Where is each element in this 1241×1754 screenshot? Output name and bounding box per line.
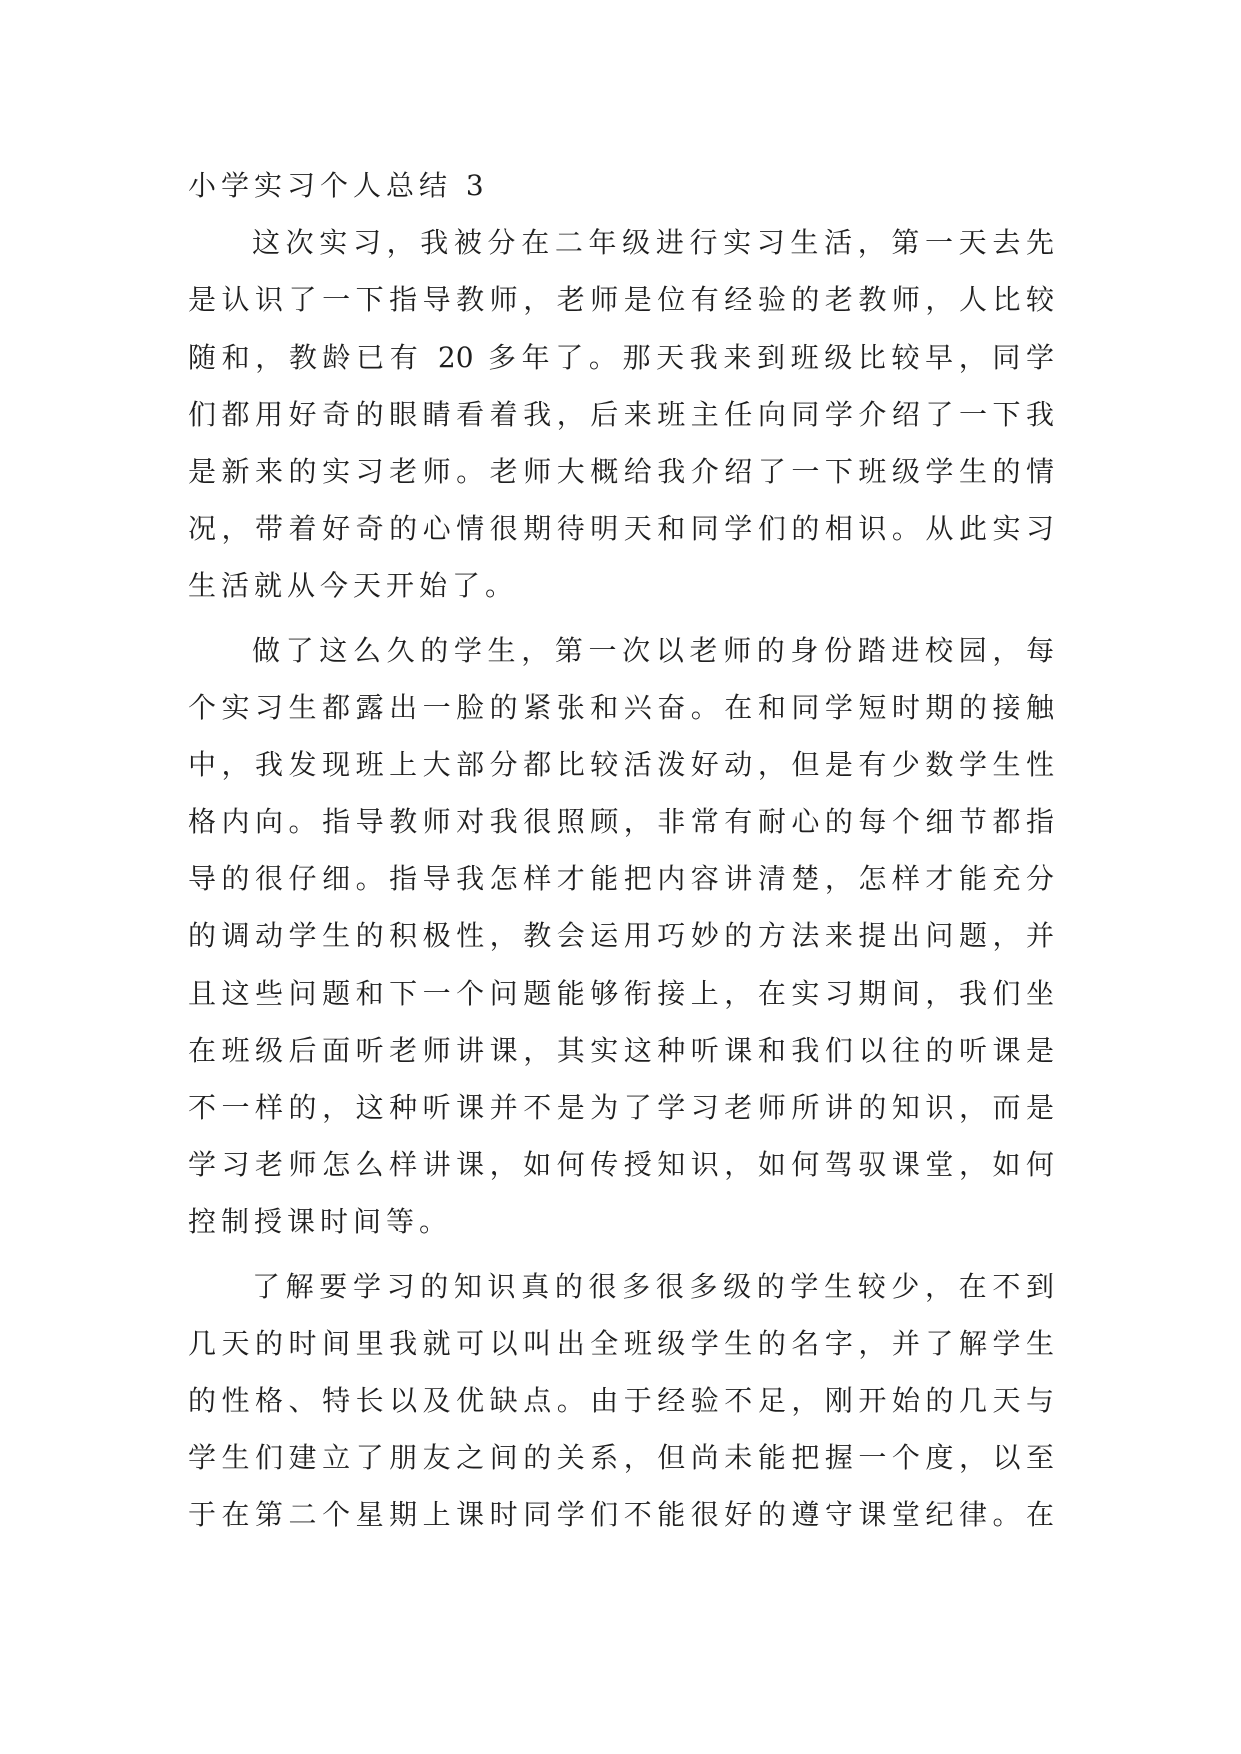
text-line: 个实习生都露出一脸的紧张和兴奋。在和同学短时期的接触 <box>188 690 1054 724</box>
text-line: 不一样的，这种听课并不是为了学习老师所讲的知识，而是 <box>188 1091 1054 1124</box>
text-line: 学习老师怎么样讲课，如何传授知识，如何驾驭课堂，如何 <box>188 1148 1054 1182</box>
paragraph-2 <box>188 622 1054 1251</box>
document-title: 小学实习个人总结 3 <box>188 169 489 202</box>
text-line: 于在第二个星期上课时同学们不能很好的遵守课堂纪律。在 <box>188 1498 1054 1532</box>
text-line: 且这些问题和下一个问题能够衔接上，在实习期间，我们坐 <box>188 976 1054 1010</box>
text-line: 中，我发现班上大部分都比较活泼好动，但是有少数学生性 <box>188 747 1054 781</box>
text-line: 学生们建立了朋友之间的关系，但尚未能把握一个度，以至 <box>188 1441 1054 1475</box>
text-line: 了解要学习的知识真的很多很多级的学生较少，在不到 <box>252 1269 1054 1303</box>
text-line: 几天的时间里我就可以叫出全班级学生的名字，并了解学生 <box>188 1326 1054 1360</box>
text-line: 格内向。指导教师对我很照顾，非常有耐心的每个细节都指 <box>188 805 1054 839</box>
text-line: 们都用好奇的眼睛看着我，后来班主任向同学介绍了一下我 <box>188 397 1054 431</box>
text-line: 随和，教龄已有 20 多年了。那天我来到班级比较早，同学 <box>188 340 1054 374</box>
document-body <box>188 157 1054 1544</box>
text-line: 做了这么久的学生，第一次以老师的身份踏进校园，每 <box>252 633 1054 667</box>
text-line: 导的很仔细。指导我怎样才能把内容讲清楚，怎样才能充分 <box>188 862 1054 896</box>
text-line: 在班级后面听老师讲课，其实这种听课和我们以往的听课是 <box>188 1033 1054 1067</box>
text-line: 生活就从今天开始了。 <box>188 569 519 603</box>
paragraph-1 <box>188 214 1054 614</box>
text-line: 况，带着好奇的心情很期待明天和同学们的相识。从此实习 <box>188 512 1054 546</box>
text-line: 是认识了一下指导教师，老师是位有经验的老教师，人比较 <box>188 283 1054 317</box>
text-line: 的调动学生的积极性，教会运用巧妙的方法来提出问题，并 <box>188 919 1054 953</box>
text-line: 是新来的实习老师。老师大概给我介绍了一下班级学生的情 <box>188 454 1054 488</box>
text-line: 这次实习，我被分在二年级进行实习生活，第一天去先 <box>252 226 1054 260</box>
paragraph-3 <box>188 1258 1054 1544</box>
text-line: 控制授课时间等。 <box>188 1205 453 1239</box>
text-line: 的性格、特长以及优缺点。由于经验不足，刚开始的几天与 <box>188 1383 1054 1417</box>
